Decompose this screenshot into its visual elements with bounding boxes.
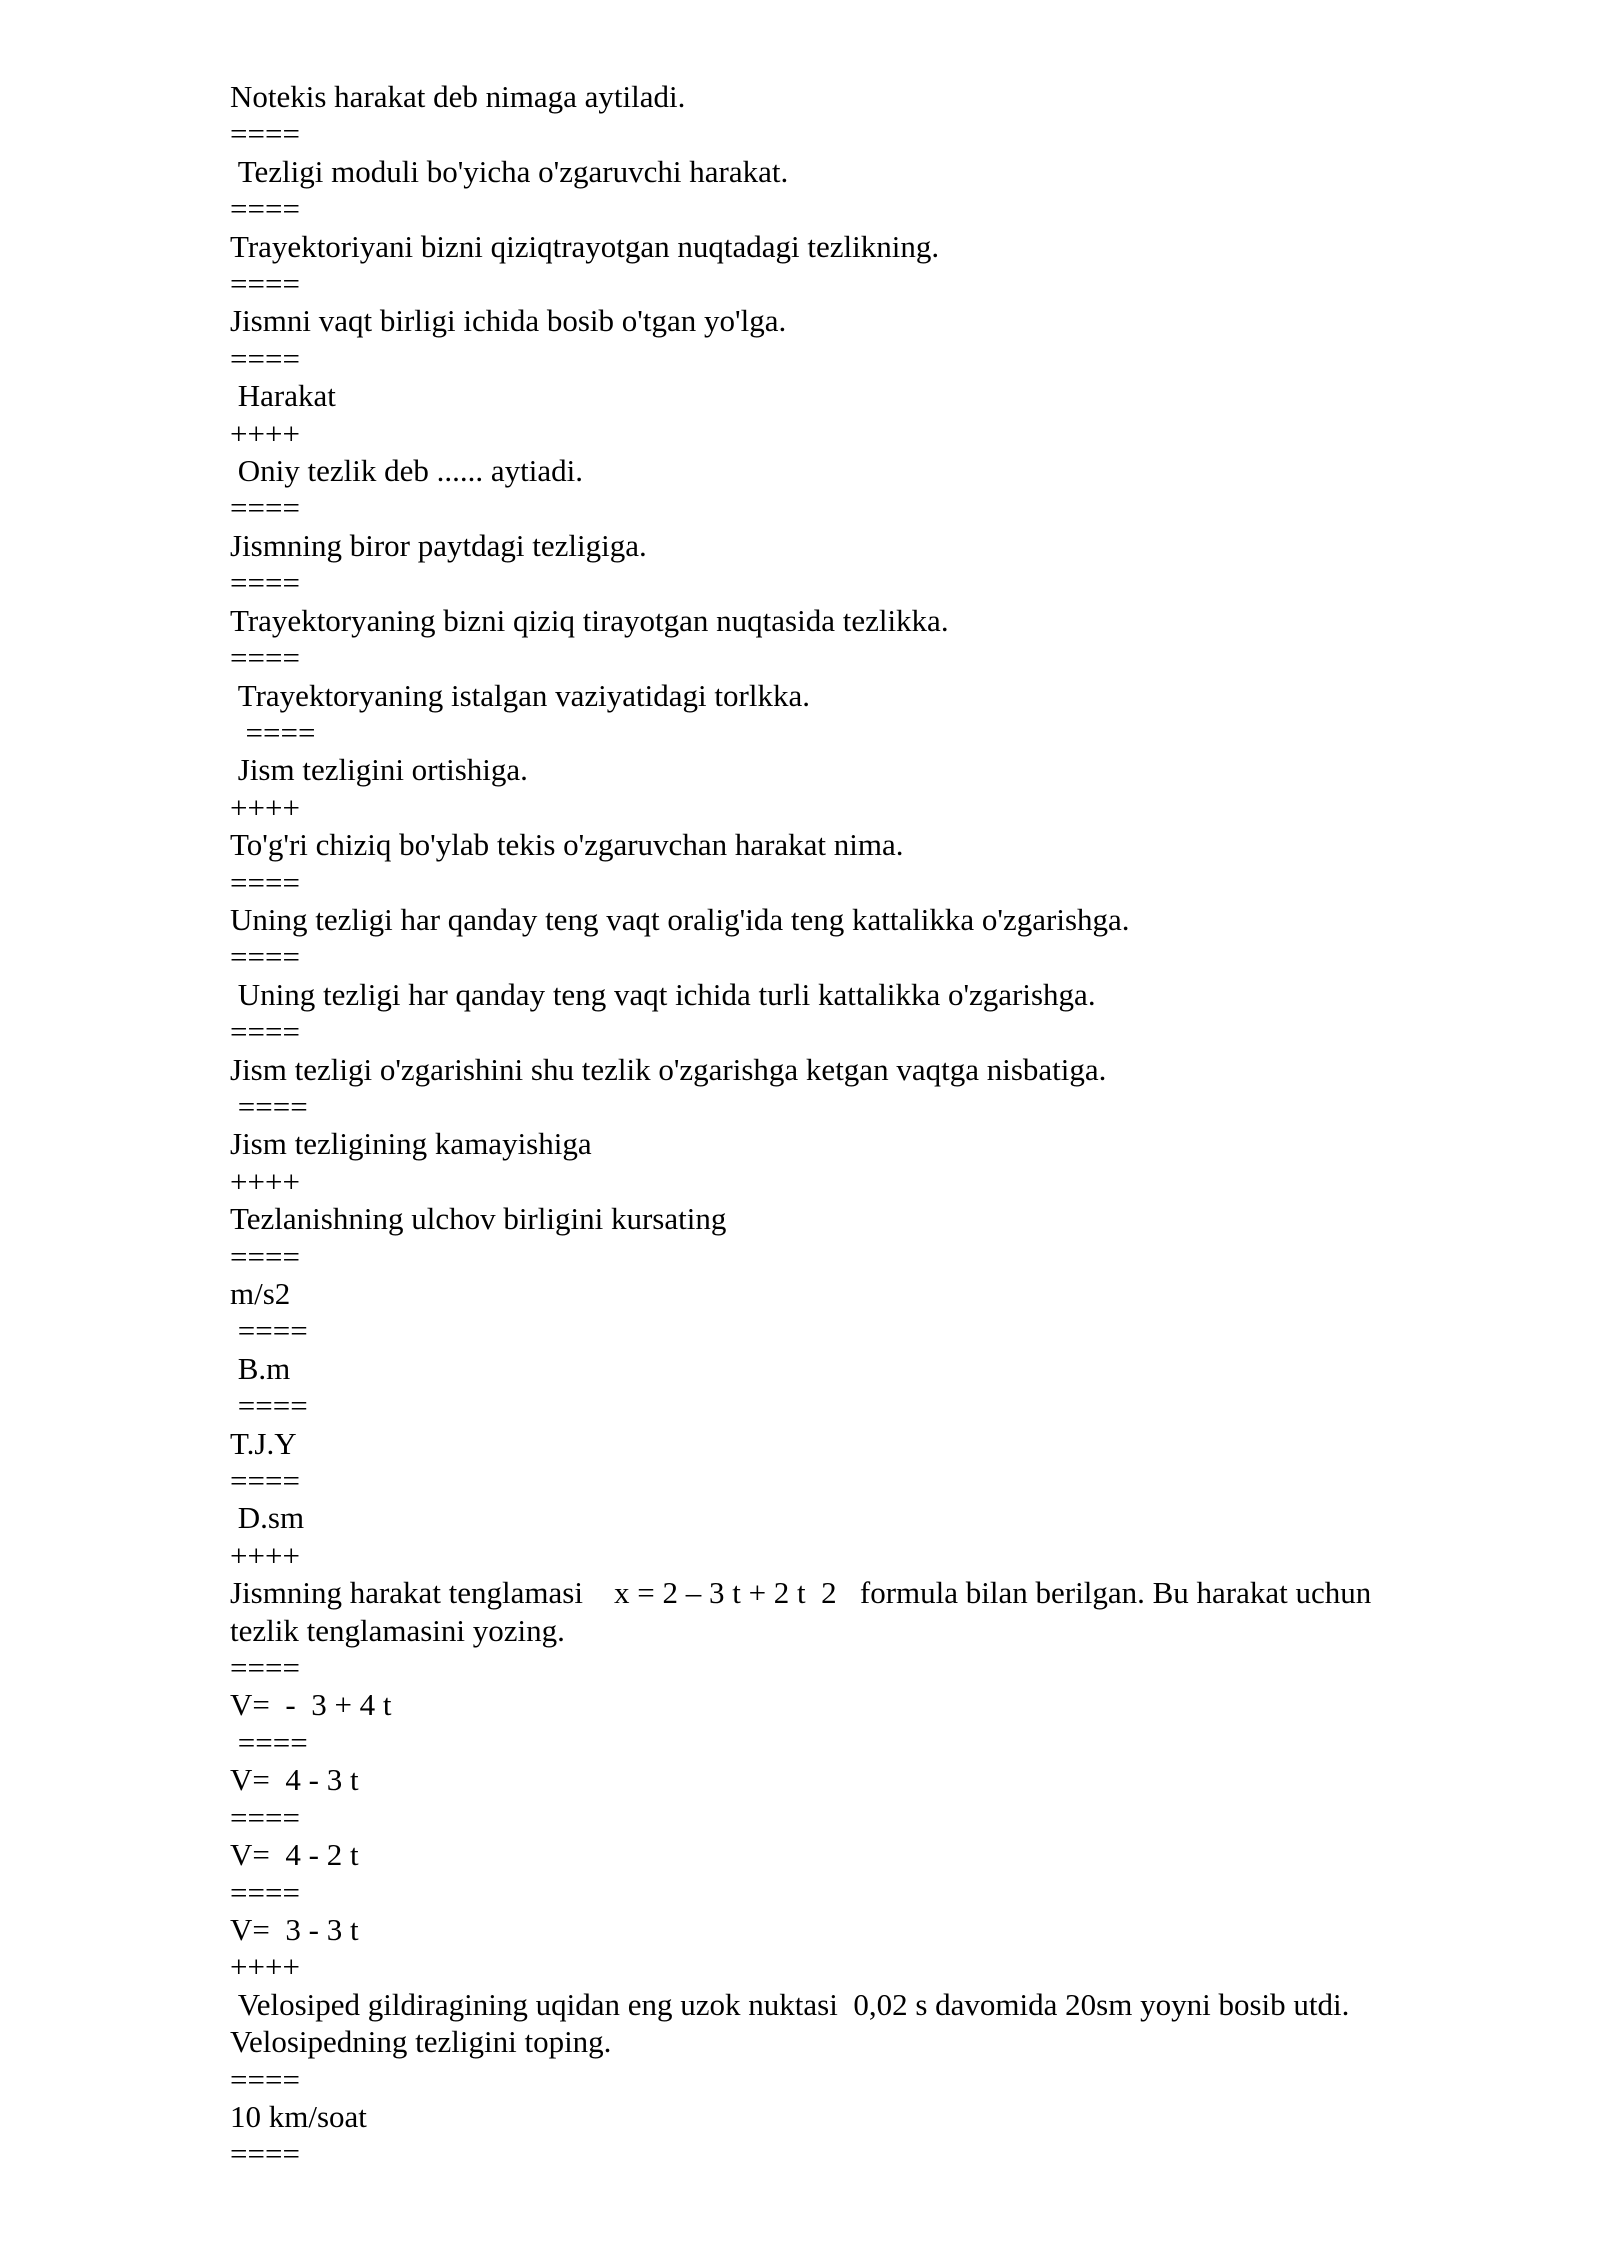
text-line: ==== bbox=[230, 116, 300, 152]
text-line: ==== bbox=[230, 864, 300, 900]
text-line: ==== bbox=[230, 565, 300, 601]
text-line: Oniy tezlik deb ...... aytiadi. bbox=[230, 453, 583, 489]
text-line: ==== bbox=[230, 714, 316, 750]
text-line: ++++ bbox=[230, 789, 300, 825]
text-line: Velosiped gildiragining uqidan eng uzok nuktasi 0,02 s davomida 20sm yoyni bosib utdi. Velosipedning tezligini toping. bbox=[230, 1986, 1357, 2060]
text-line: ==== bbox=[230, 1463, 300, 1499]
text-line: V= 4 - 3 t bbox=[230, 1762, 359, 1798]
text-line: ==== bbox=[230, 340, 300, 376]
text-line: ==== bbox=[230, 1014, 300, 1050]
document-page bbox=[230, 78, 1430, 2173]
text-line: Tezligi moduli bo'yicha o'zgaruvchi harakat. bbox=[230, 153, 789, 189]
text-line: ==== bbox=[230, 1650, 300, 1686]
text-line: ==== bbox=[230, 266, 300, 302]
text-line: ==== bbox=[230, 2136, 300, 2172]
text-line: Trayektoriyani bizni qiziqtrayotgan nuqtadagi tezlikning. bbox=[230, 228, 940, 264]
text-line: B.m bbox=[230, 1350, 291, 1386]
text-line: ==== bbox=[230, 191, 300, 227]
text-line: m/s2 bbox=[230, 1276, 291, 1311]
text-line: Tezlanishning ulchov birligini kursating bbox=[230, 1201, 727, 1237]
text-line: ==== bbox=[230, 1088, 308, 1124]
text-line: V= 4 - 2 t bbox=[230, 1837, 359, 1873]
text-line: Jism tezligining kamayishiga bbox=[230, 1126, 592, 1162]
text-line: ++++ bbox=[230, 415, 300, 451]
text-line: ==== bbox=[230, 490, 300, 526]
text-line: Jism tezligini ortishiga. bbox=[230, 752, 528, 788]
text-line: Trayektoryaning bizni qiziq tirayotgan nuqtasida tezlikka. bbox=[230, 602, 949, 638]
text-line: ++++ bbox=[230, 1537, 300, 1573]
text-line: Uning tezligi har qanday teng vaqt ichida turli kattalikka o'zgarishga. bbox=[230, 976, 1096, 1012]
text-line: 10 km/soat bbox=[230, 2098, 367, 2134]
text-line: Jismning biror paytdagi tezligiga. bbox=[230, 527, 647, 563]
text-line: Notekis harakat deb nimaga aytiladi. bbox=[230, 79, 686, 114]
text-line: V= 3 - 3 t bbox=[230, 1911, 359, 1947]
text-line: ==== bbox=[230, 2061, 300, 2097]
text-line: Jism tezligi o'zgarishini shu tezlik o'zgarishga ketgan vaqtga nisbatiga. bbox=[230, 1051, 1107, 1087]
text-line: ==== bbox=[230, 939, 300, 975]
text-line: ++++ bbox=[230, 1163, 300, 1199]
text-line: ==== bbox=[230, 1874, 300, 1910]
text-line: ++++ bbox=[230, 1949, 300, 1985]
text-line: T.J.Y bbox=[230, 1425, 297, 1461]
text-line: Jismni vaqt birligi ichida bosib o'tgan yo'lga. bbox=[230, 303, 787, 339]
text-line: Harakat bbox=[230, 378, 336, 414]
text-line: To'g'ri chiziq bo'ylab tekis o'zgaruvchan harakat nima. bbox=[230, 827, 904, 863]
text-line: ==== bbox=[230, 1313, 308, 1349]
text-line: ==== bbox=[230, 640, 300, 676]
text-line: ==== bbox=[230, 1799, 300, 1835]
text-line: Uning tezligi har qanday teng vaqt oralig'ida teng kattalikka o'zgarishga. bbox=[230, 901, 1130, 937]
text-line: Jismning harakat tenglamasi x = 2 – 3 t + 2 t 2 formula bilan berilgan. Bu harakat uchun tezlik tenglamasini yozing. bbox=[230, 1575, 1379, 1648]
text-line: D.sm bbox=[230, 1500, 305, 1536]
text-line: ==== bbox=[230, 1388, 308, 1424]
text-line: ==== bbox=[230, 1238, 300, 1274]
text-line: Trayektoryaning istalgan vaziyatidagi torlkka. bbox=[230, 677, 810, 713]
text-line: ==== bbox=[230, 1724, 308, 1760]
text-line: V= - 3 + 4 t bbox=[230, 1687, 392, 1723]
